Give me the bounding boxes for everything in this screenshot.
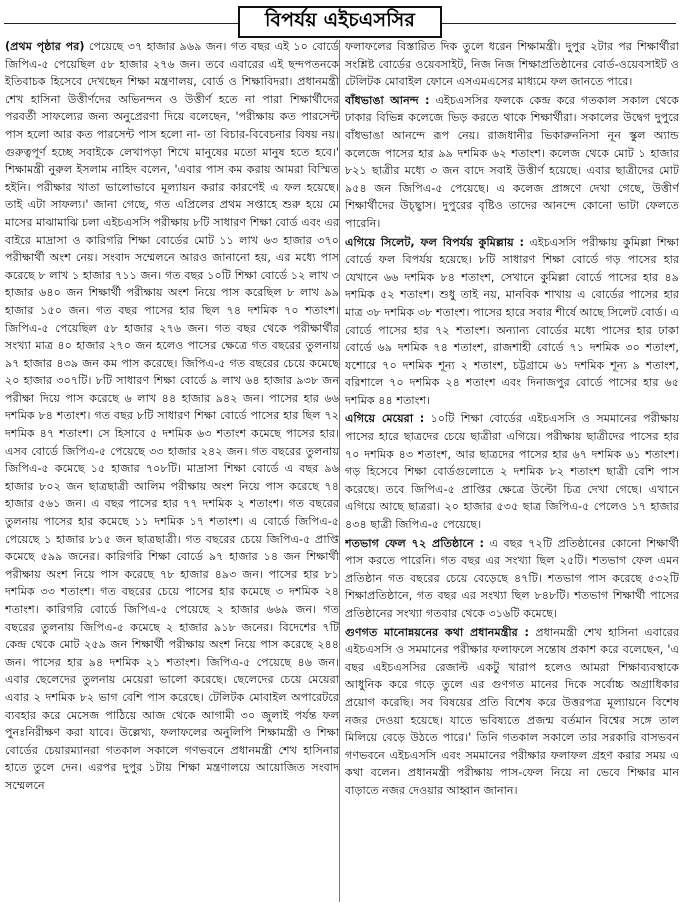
paragraph-text: পেয়েছে ৩৭ হাজার ৯৬৯ জন। গত বছর এই ১০ বোর্ডে জিপিএ-৫ পেয়েছিল ৫৮ হাজার ২৭৬ জন। তবে এবারের এই ছন্দপতনকে ইতিবাচক হিসেবে দেখছেন শিক্ষা মন্ত্রণালয়, বোর্ড ও শিক্ষাবিদরা। প্রধানমন্ত্রী শেখ হাসিনা উত্তীর্ণদের অভিনন্দন ও উত্তীর্ণ হতে না পারা শিক্ষার্থীদের পরবর্তী সাফল্যের জন্য অনুপ্রেরণা দিয়ে বলেছেন, 'পরীক্ষায় কত পারসেন্ট পাস হলো আর কত পারসেন্ট পাস হলো না- তা বিচার-বিবেচনার বিষয় নয়। গুরুত্বপূর্ণ হচ্ছে সবাইকে লেখাপড়া শিখে মানুষের মতো মানুষ হতে হবে।' শিক্ষামন্ত্রী নুরুল ইসলাম নাহিদ বলেন, 'এবার পাস কম করায় আমরা বিস্মিত হইনি। পরীক্ষার খাতা ভালোভাবে মূল্যায়ন করার কারণেই এ ফল হয়েছে। তাই এটা সাফল্য।' জানা গেছে, গত এপ্রিলের প্রথম সপ্তাহে শুরু হয়ে মে মাসের মাঝামাঝি চলা এইচএসসি পরীক্ষায় ৮টি সাধারণ শিক্ষা বোর্ড এবং এর বাইরে মাদ্রাসা ও কারিগরি শিক্ষা বোর্ডের মোট ১১ লাখ ৬৩ হাজার ৩৭০ পরীক্ষার্থী অংশ নেয়। সংবাদ সম্মেলনে আরও জানানো হয়, এর মধ্যে পাস করেছে ৮ লাখ ১ হাজার ৭১১ জন। গত বছর ১০টি শিক্ষা বোর্ডে ১২ লাখ ৩ হাজার ৬৪০ জন শিক্ষার্থী পরীক্ষায় অংশ নিয়ে পাস করেছিল ৮ লাখ ৯৯ হাজার ১৫০ জন। গত বছর পাসের হার ছিল ৭৪ দশমিক ৭০ শতাংশ। জিপিএ-৫ পেয়েছিল ৫৮ হাজার ২৭৬ জন। গত বছর থেকে পরীক্ষার্থীর সংখ্যা মাত্র ৪০ হাজার ২৭০ জন হলেও পাসের ক্ষেত্রে গত বছরের তুলনায় ৯৭ হাজার ৪৩৯ জন কম পাস করেছে। জিপিএ-৫ গত বছরের চেয়ে কমেছে ২০ হাজার ৩০৭টি। ৮টি সাধারণ শিক্ষা বোর্ডে ৯ লাখ ৬৪ হাজার ৯৩৮ জন পরীক্ষা দিয়ে পাস করেছে ৬ লাখ ৪৪ হাজার ৯৪২ জন। পাসের হার ৬৬ দশমিক ৮৪ শতাংশ। গত বছর ৮টি সাধারণ শিক্ষা বোর্ডে পাসের হার ছিল ৭২ দশমিক ৪৭ শতাংশ। সে হিসাবে ৫ দশমিক ৬৩ শতাংশ কমেছে পাসের হার। এসব বোর্ডে জিপিএ-৫ পেয়েছে ৩৩ হাজার ২৪২ জন। গত বছরের তুলনায় জিপিএ-৫ কমেছে ১৫ হাজার ৭০৮টি। মাদ্রাসা শিক্ষা বোর্ডে এ বছর ৯৬ হাজার ৮০২ জন ছাত্রছাত্রী আলিম পরীক্ষায় অংশ নিয়ে পাস করেছে ৭৪ হাজার ৫৬১ জন। এ বছর পাসের হার ৭৭ দশমিক ২ শতাংশ। গত বছরের তুলনায় পাসের হার কমেছে ১১ দশমিক ১৭ শতাংশ। এ বোর্ডে জিপিএ-৫ পেয়েছে ১ হাজার ৮১৫ জন ছাত্রছাত্রী। গত বছরের চেয়ে জিপিএ-৫ প্রাপ্তি কমেছে ৫৯৯ জনের। কারিগরি শিক্ষা বোর্ডে ৯৭ হাজার ১৪ জন শিক্ষার্থী পরীক্ষায় অংশ নিয়ে পাস করেছে ৭৮ হাজার ৪৯৩ জন। পাসের হার ৮১ দশমিক ৩৩ শতাংশ। গত বছরের চেয়ে পাসের হার কমেছে ৩ দশমিক ২৪ শতাংশ। কারিগরি বোর্ডে জিপিএ-৫ পেয়েছে ২ হাজার ৬৬৯ জন। গত বছরের তুলনায় জিপিএ-৫ কমেছে ২ হাজার ৯১৮ জনের। বিদেশের ৭টি কেন্দ্র থেকে মোট ২৫৯ জন শিক্ষার্থী পরীক্ষায় অংশ নিয়ে পাস করেছে ২৪৪ জন। পাসের হার ৯৪ দশমিক ২১ শতাংশ। জিপিএ-৫ পেয়েছে ৪৬ জন। এবার ছেলেদের তুলনায় মেয়েরা ভালো করেছে। ছেলেদের চেয়ে মেয়েরা এবার ২ দশমিক ৮২ ভাগ বেশি পাস করেছে। টেলিটক মোবাইল অপারেটরে ব্যবহার করে মেসেজ পাঠিয়ে আজ থেকে আগামী ৩০ জুলাই পর্যন্ত ফল পুনঃনিরীক্ষণ করা যাবে। উল্লেখ্য, ফলাফলের অনুলিপি শিক্ষামন্ত্রী ও শিক্ষা বোর্ডের চেয়ারম্যানরা গতকাল সকালে গণভবনে প্রধানমন্ত্রী শেখ হাসিনার হাতে তুলে দেন। এরপর দুপুর ১টায় শিক্ষা মন্ত্রণালয়ে আয়োজিত সংবাদ সম্মেলনে [5,40,339,792]
subheading: শতভাগ ফেল ৭২ প্রতিষ্ঠানে : [345,536,485,550]
paragraph-text: ফলাফলের বিস্তারিত দিক তুলে ধরেন শিক্ষামন্ত্রী। দুপুর ২টার পর শিক্ষার্থীরা সংশ্লিষ্ট বোর্ডের ওয়েবসাইট, নিজ নিজ শিক্ষাপ্রতিষ্ঠানের বোর্ড-ওয়েবসাইট ও টেলিটক মোবাইল ফোনে এসএমএসের মাধ্যমে ফল জানতে পারে। [345,40,679,89]
paragraph [345,624,679,800]
headline-box [238,6,442,38]
header-rule-right [440,23,676,24]
paragraph [345,535,679,623]
paragraph [345,234,679,410]
paragraph [345,92,679,233]
paragraph [345,410,679,533]
paragraph-text: এ বছর ৭২টি প্রতিষ্ঠানের কোনো শিক্ষার্থী পাস করতে পারেনি। গত বছর এর সংখ্যা ছিল ২৫টি। শতভাগ ফেল এমন প্রতিষ্ঠান গত বছরের চেয়ে বেড়েছে ৪৭টি। শতভাগ পাস করেছে ৫৩২টি শিক্ষাপ্রতিষ্ঠানে, গত বছর এর সংখ্যা ছিল ৮৪৮টি। শতভাগ শিক্ষার্থী পাসের প্রতিষ্ঠানের সংখ্যা গতবার থেকে ৩১৬টি কমেছে। [345,536,679,620]
paragraph [345,38,679,91]
continuation-marker: (প্রথম পৃষ্ঠার পর) [5,40,85,53]
headline: বিপর্যয় এইচএসসির [264,9,416,31]
article-column-right [345,38,679,904]
subheading: বাঁধভাঙা আনন্দ : [345,93,430,107]
paragraph-text: এইচএসসির ফলকে কেন্দ্র করে গতকাল সকাল থেকে ঢাকার বিভিন্ন কলেজে ভিড় করতে থাকে শিক্ষার্থীরা। সকালের উদ্বেগ দুপুরে বাঁধভাঙা আনন্দে রূপ নেয়। রাজধানীর ভিকারুননিসা নূন স্কুল অ্যান্ড কলেজে পাসের হার ৯৯ দশমিক ৬২ শতাংশ। কলেজ থেকে মোট ১ হাজার ৮২১ ছাত্রীর মধ্যে ৩ জন বাদে সবাই উত্তীর্ণ হয়েছে। এবার ছাত্রীদের মোট ৯৫৪ জন জিপিএ-৫ পেয়েছে। এ কলেজ প্রাঙ্গণে দেখা গেছে, উত্তীর্ণ শিক্ষার্থীদের উচ্ছ্বাস। দুপুরের বৃষ্টিও তাদের আনন্দে কোনো ভাটা ফেলতে পারেনি। [345,93,679,230]
header-rule-left [4,23,240,24]
paragraph-text: ১০টি শিক্ষা বোর্ডের এইচএসসি ও সমমানের পরীক্ষায় পাসের হারে ছাত্রদের চেয়ে ছাত্রীরা এগিয়ে। পরীক্ষায় ছাত্রীদের পাসের হার ৭০ দশমিক ৪৩ শতাংশ, আর ছাত্রদের পাসের হার ৬৭ দশমিক ৬১ শতাংশ। গড় হিসেবে শিক্ষা বোর্ডগুলোতে ২ দশমিক ৮২ শতাংশ ছাত্রী বেশি পাস করেছে। তবে জিপিএ-৫ প্রাপ্তির ক্ষেত্রে উল্টো চিত্র দেখা গেছে। এখানে এগিয়ে আছে ছাত্ররা। ২০ হাজার ৫৩৫ ছাত্র জিপিএ-৫ পেলেও ১৭ হাজার ৪৩৪ ছাত্রী জিপিএ-৫ পেয়েছে। [345,412,679,532]
subheading: গুণগত মানোন্নয়নের কথা প্রধানমন্ত্রীর : [345,625,529,639]
paragraph-text: এইচএসসি পরীক্ষায় কুমিল্লা শিক্ষা বোর্ডে ফল বিপর্যয় হয়েছে। ৮টি সাধারণ শিক্ষা বোর্ডে গড় পাসের হার যেখানে ৬৬ দশমিক ৮৪ শতাংশ, সেখানে কুমিল্লা বোর্ডে পাসের হার ৪৯ দশমিক ৫২ শতাংশ। শুধু তাই নয়, মানবিক শাখায় এ বোর্ডের পাসের হার মাত্র ৩৮ দশমিক ৩৮ শতাংশ। পাসের হারে সবার শীর্ষে আছে সিলেট বোর্ড। এ বোর্ডে পাসের হার ৭২ শতাংশ। অন্যান্য বোর্ডের মধ্যে পাসের হার ঢাকা বোর্ডে ৬৯ দশমিক ৭৪ শতাংশ, রাজশাহী বোর্ডে ৭১ দশমিক ৩০ শতাংশ, যশোরে ৭০ দশমিক শূন্য ২ শতাংশ, চট্টগ্রামে ৬১ দশমিক শূন্য ৯ শতাংশ, বরিশালে ৭০ দশমিক ২৪ শতাংশ এবং দিনাজপুর বোর্ডে পাসের হার ৬৫ দশমিক ৪৪ শতাংশ। [345,235,679,407]
article-column-left [5,38,339,904]
paragraph-text: প্রধানমন্ত্রী শেখ হাসিনা এবারের এইচএসসি ও সমমানের পরীক্ষার ফলাফলে সন্তোষ প্রকাশ করে বলেছেন, 'এ বছর এইচএসসির রেজাল্ট একটু খারাপ হলেও আমরা শিক্ষাব্যবস্থাকে আধুনিক করে গড়ে তুলে এর গুণগত মানের দিকে সর্বোচ্চ অগ্রাধিকার প্রয়োগ করেছি। সব বিষয়ের প্রতি বিশেষ করে উত্তরপত্র মূল্যায়নে বিশেষ নজর দেওয়া হয়েছে। যাতে ভবিষ্যতে প্রজন্ম বর্তমান বিশ্বের সঙ্গে তাল মিলিয়ে বেড়ে উঠতে পারে।' তিনি গতকাল সকালে তার সরকারি বাসভবন গণভবনে এইচএসসি এবং সমমানের পরীক্ষার ফলাফল গ্রহণ করার সময় এ কথা বলেন। প্রধানমন্ত্রী পরীক্ষায় পাস-ফেল নিয়ে না ভেবে শিক্ষার মান বাড়াতে নজর দেওয়ার আহ্বান জানান। [345,625,679,797]
paragraph [5,38,339,795]
subheading: এগিয়ে মেয়েরা : [345,412,425,426]
column-divider [339,40,340,902]
subheading: এগিয়ে সিলেট, ফল বিপর্যয় কুমিল্লায় : [345,235,524,249]
